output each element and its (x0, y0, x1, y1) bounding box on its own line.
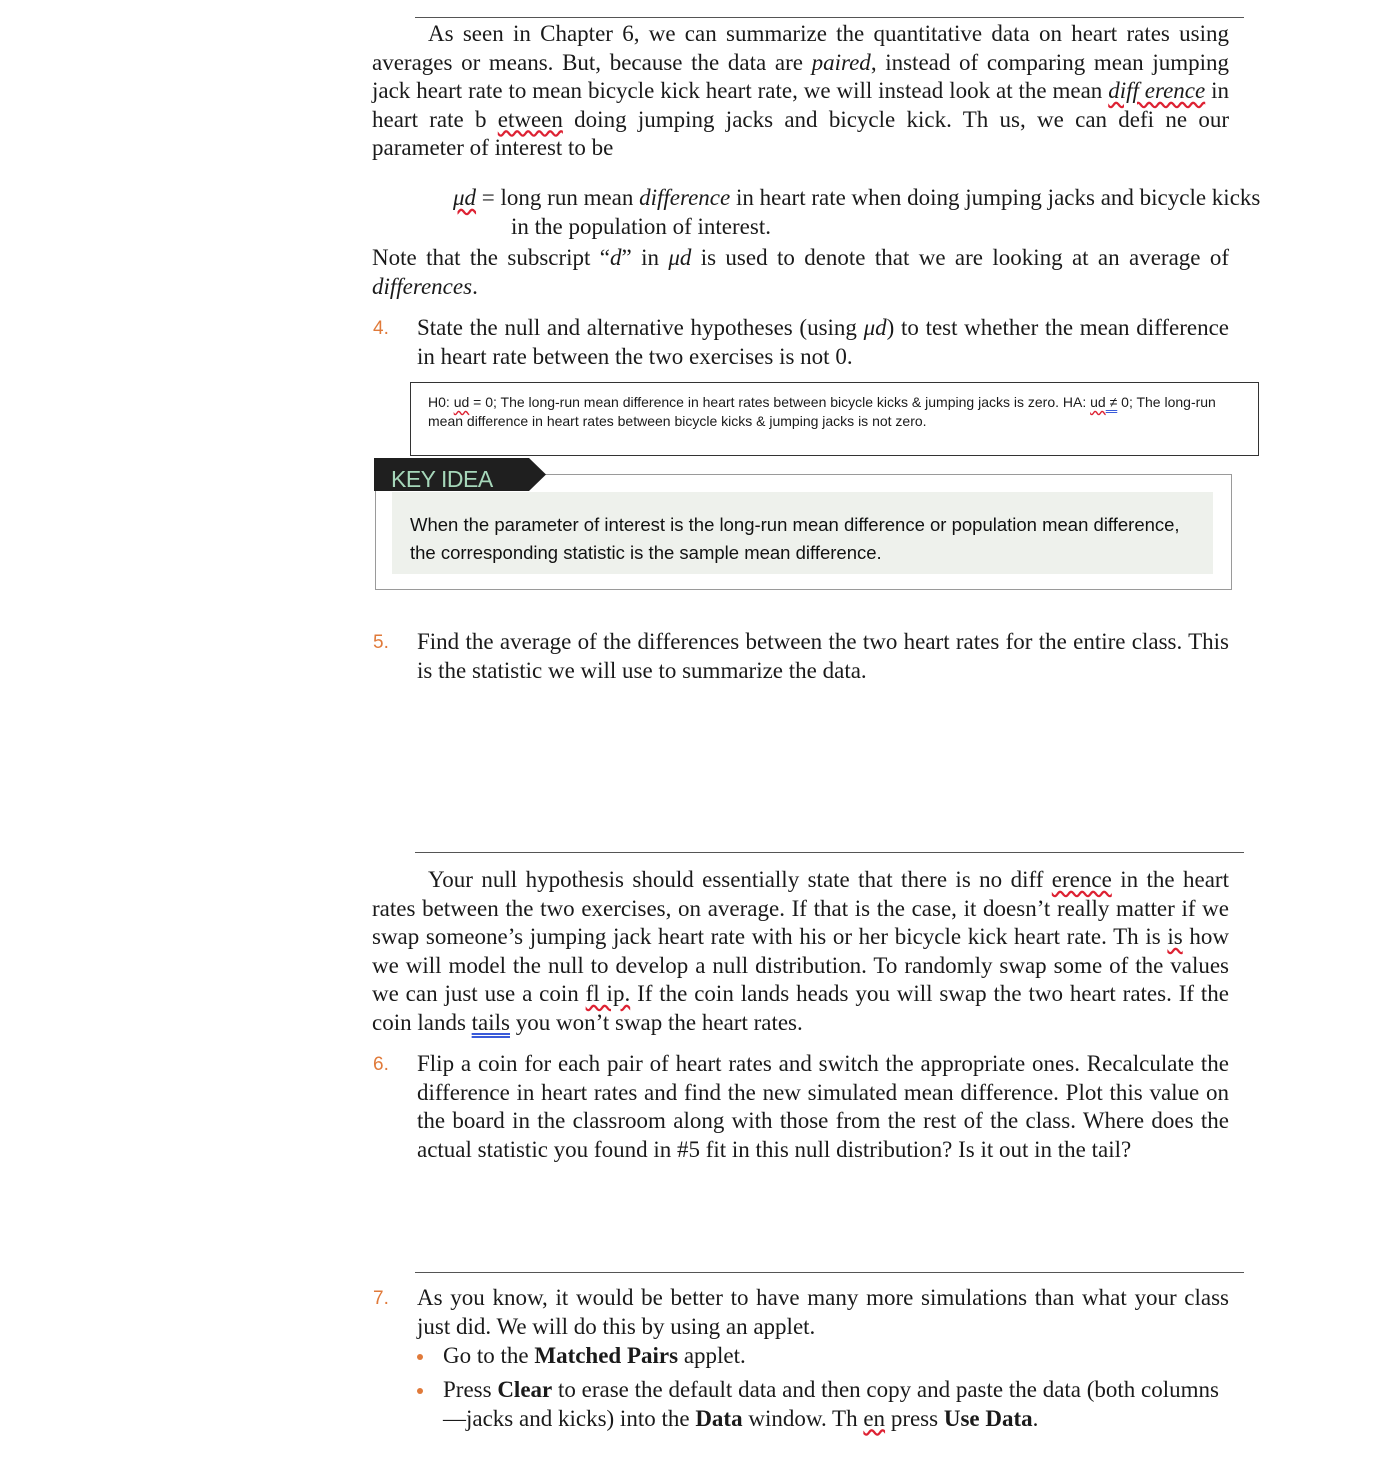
key-idea-panel (392, 492, 1213, 574)
question-5-text: Find the average of the differences between the two heart rates for the entire class. This is the statistic we will use to summarize the data. (417, 629, 1229, 683)
question-6-text: Flip a coin for each pair of heart rates and switch the appropriate ones. Recalculate the difference in heart rates and find the new simulated mean difference. Plot this value on the board in the classroom along with those from the rest of the class. Where does the actual statistic you found in #5 fit in this null distribution? Is it out in the tail? (417, 1051, 1229, 1162)
bullet-2-marker (417, 1388, 423, 1394)
question-5-number: 5. (373, 632, 389, 653)
parameter-definition: μd = long run mean difference in heart rate when doing jumping jacks and bicycle kicks in the population of interest. (453, 185, 1261, 239)
section-rule-2 (415, 852, 1244, 853)
answer-text-box[interactable] (410, 382, 1259, 456)
key-idea-title: KEY IDEA (391, 466, 493, 492)
bullet-2-text: Press Clear to erase the default data and then copy and paste the data (both columns—jacks and kicks) into the Data window. Th en press Use Data. (443, 1377, 1219, 1431)
section-rule-3 (415, 1272, 1244, 1273)
question-4-text: State the null and alternative hypotheses (using μd) to test whether the mean difference in heart rate between the two exercises is not 0. (417, 315, 1229, 369)
null-model-paragraph: Your null hypothesis should essentially state that there is no diff erence in the heart rates between the two exercises, on average. If that is the case, it doesn’t really matter if we swap someone’s jumping jack heart rate with his or her bicycle kick heart rate. Th is is how we will model the null to develop a null distribution. To randomly swap some of the values we can just use a coin fl ip. If the coin lands heads you will swap the two heart rates. If the coin lands tails you won’t swap the heart rates. (372, 867, 1229, 1035)
question-4-number: 4. (373, 318, 389, 339)
bullet-1-marker (417, 1354, 423, 1360)
top-rule (415, 17, 1244, 18)
question-7-text: As you know, it would be better to have many more simulations than what your class just did. We will do this by using an applet. (417, 1285, 1229, 1339)
question-6-number: 6. (373, 1054, 389, 1075)
intro-paragraph: As seen in Chapter 6, we can summarize the quantitative data on heart rates using averages or means. But, because the data are paired, instead of comparing mean jumping jack heart rate to mean bicycle kick heart rate, we will instead look at the mean diff erence in heart rate b etween doing jumping jacks and bicycle kick. Th us, we can defi ne our parameter of interest to be (372, 21, 1230, 160)
key-idea-text: When the parameter of interest is the long-run mean difference or population mean difference, the corresponding statistic is the sample mean difference. (410, 514, 1180, 563)
answer-text: H0: ud = 0; The long-run mean difference in heart rates between bicycle kicks & jumping jacks is zero. HA: ud ≠ 0; The long-run mean difference in heart rates between bicycle kicks & jumping jacks is not zero. (428, 394, 1216, 429)
bullet-1-text: Go to the Matched Pairs applet. (443, 1343, 746, 1368)
subscript-note: Note that the subscript “d” in μd is used to denote that we are looking at an average of differences. (372, 245, 1229, 299)
question-7-number: 7. (373, 1288, 389, 1309)
